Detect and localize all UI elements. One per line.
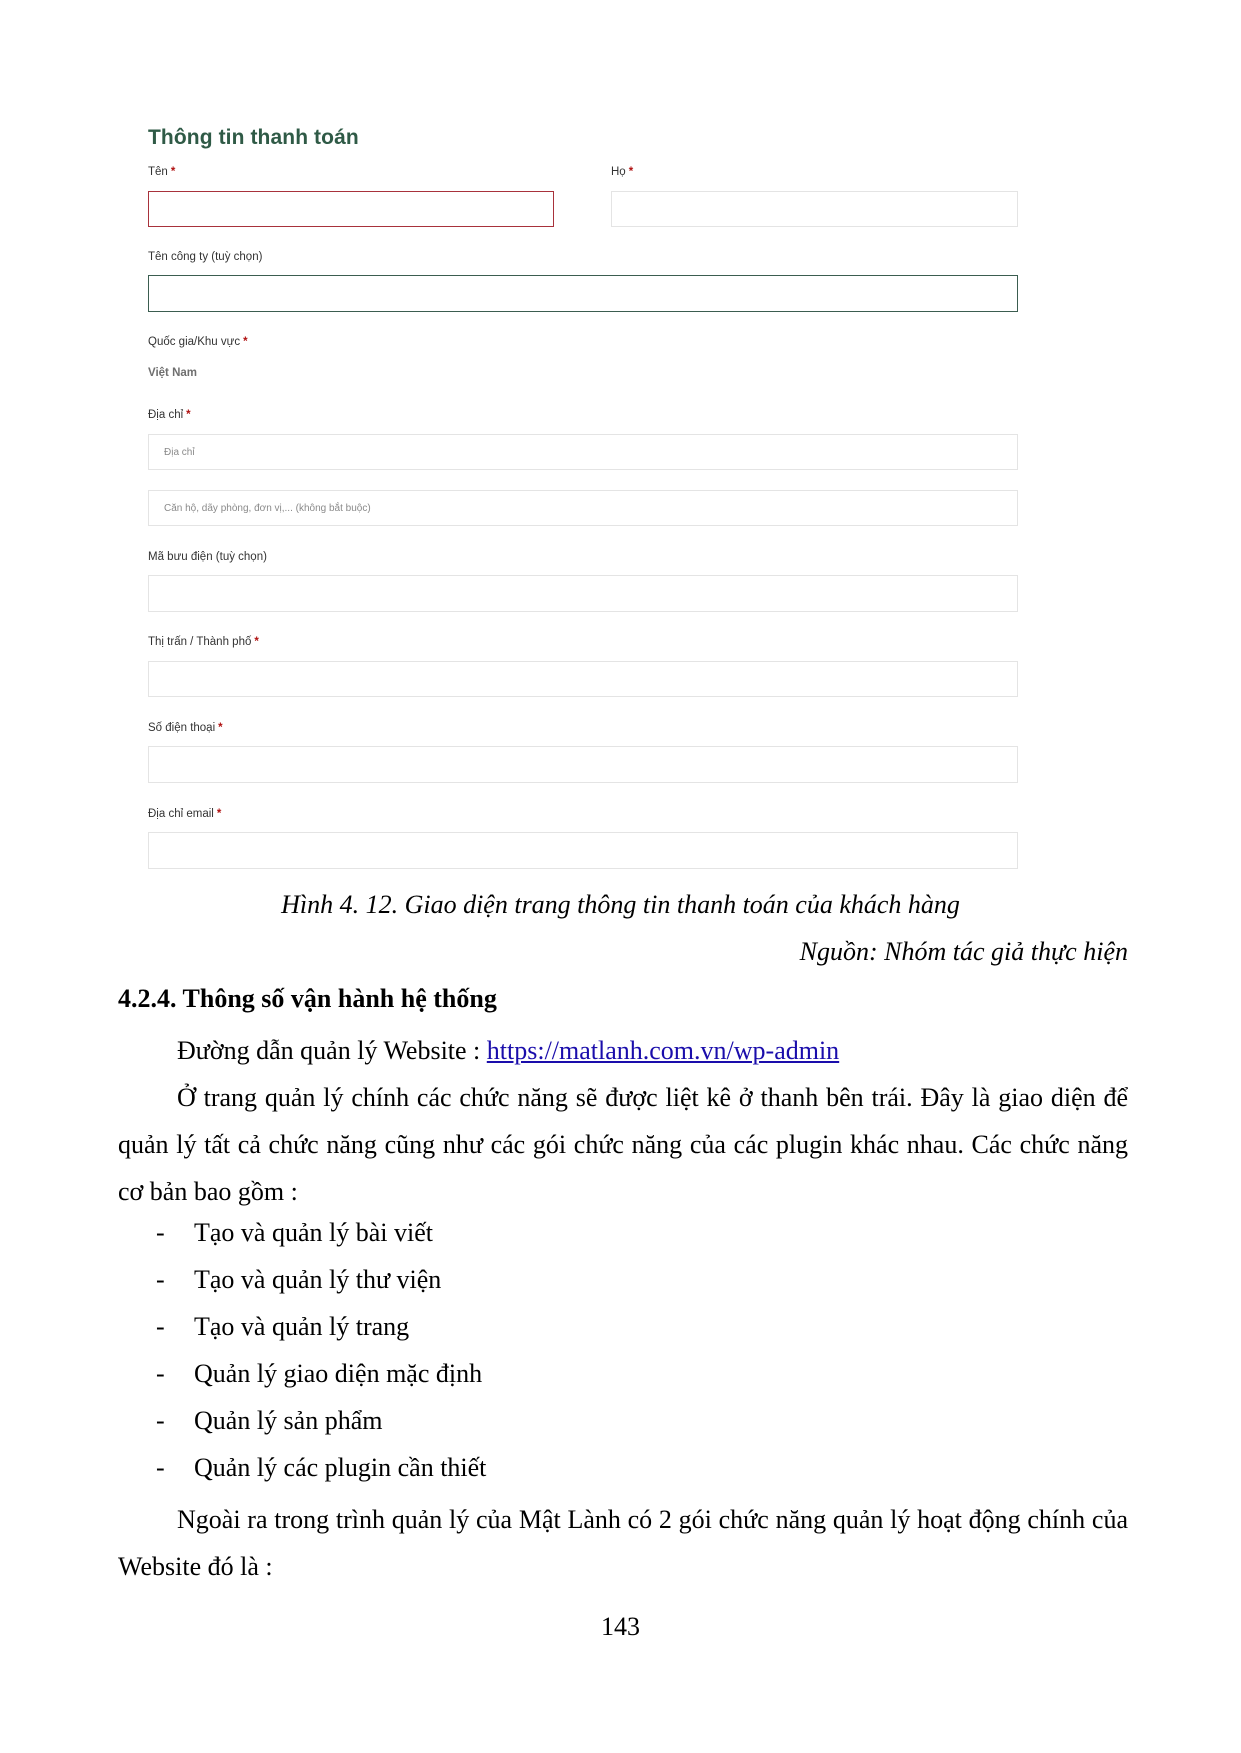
required-mark: * [216,808,222,820]
postcode-label: Mã bưu điện (tuỳ chọn) [148,551,267,563]
bullet-dash: - [156,1218,165,1247]
required-mark: * [170,166,176,178]
admin-link[interactable]: https://matlanh.com.vn/wp-admin [486,1036,840,1065]
required-mark: * [243,336,248,348]
page-number: 143 [601,1612,640,1641]
first-name-label-text: Tên [148,166,168,178]
list-item-text: Quản lý sản phẩm [194,1406,383,1435]
required-mark: * [254,636,259,648]
phone-label [148,722,223,734]
city-label [148,636,259,648]
billing-form-title: Thông tin thanh toán [148,126,359,149]
bullet-dash: - [156,1359,165,1388]
paragraph-closing: Ngoài ra trong trình quản lý của Mật Lành có 2 gói chức năng quản lý hoạt động chính của Website đó là : [118,1505,1128,1581]
required-mark: * [218,722,223,734]
list-item [0,1350,1241,1397]
section-heading: 4.2.4. Thông số vận hành hệ thống [118,984,497,1013]
phone-input[interactable] [148,746,1018,783]
list-item-text: Tạo và quản lý bài viết [194,1218,433,1247]
admin-path-text: Đường dẫn quản lý Website : [177,1036,487,1065]
company-label: Tên công ty (tuỳ chọn) [148,251,263,263]
last-name-label-text: Họ [611,166,626,178]
city-label-text: Thị trấn / Thành phố [148,636,252,648]
address-label-text: Địa chỉ [148,409,184,421]
bullet-dash: - [156,1312,165,1341]
figure-caption: Hình 4. 12. Giao diện trang thông tin thanh toán của khách hàng [281,890,960,919]
list-item-text: Quản lý giao diện mặc định [194,1359,483,1388]
email-label-text: Địa chỉ email [148,808,214,820]
list-item-text: Tạo và quản lý trang [194,1312,410,1341]
bullet-dash: - [156,1406,165,1435]
list-item [0,1397,1241,1444]
required-mark: * [628,166,634,178]
last-name-label [611,166,633,178]
list-item [0,1303,1241,1350]
phone-label-text: Số điện thoại [148,722,216,734]
address2-placeholder: Căn hộ, dãy phòng, đơn vị,... (không bắt buộc) [164,502,371,514]
admin-path-line [118,1027,1128,1074]
address-input[interactable] [148,434,1018,470]
email-input[interactable] [148,832,1018,869]
company-input[interactable] [148,275,1018,312]
list-item-text: Quản lý các plugin cần thiết [194,1453,487,1482]
feature-list [0,1209,1241,1491]
country-label [148,336,248,348]
country-label-text: Quốc gia/Khu vực [148,336,241,348]
city-input[interactable] [148,661,1018,697]
first-name-input[interactable] [148,191,554,227]
required-mark: * [186,409,191,421]
address-placeholder: Địa chỉ [164,446,195,458]
first-name-label [148,166,175,178]
country-value: Việt Nam [148,367,198,379]
list-item-text: Tạo và quản lý thư viện [194,1265,442,1294]
address2-input[interactable] [148,490,1018,526]
bullet-dash: - [156,1453,165,1482]
postcode-input[interactable] [148,575,1018,612]
bullet-dash: - [156,1265,165,1294]
list-item [0,1209,1241,1256]
figure-source: Nguồn: Nhóm tác giả thực hiện [799,937,1128,966]
list-item [0,1444,1241,1491]
paragraph-intro: Ở trang quản lý chính các chức năng sẽ được liệt kê ở thanh bên trái. Đây là giao diện để quản lý tất cả chức năng cũng như các gói chức năng của các plugin khác nhau. Các chức năng cơ bản bao gồm : [118,1083,1128,1206]
address-label [148,409,191,421]
email-label [148,808,221,820]
last-name-input[interactable] [611,191,1018,227]
list-item [0,1256,1241,1303]
